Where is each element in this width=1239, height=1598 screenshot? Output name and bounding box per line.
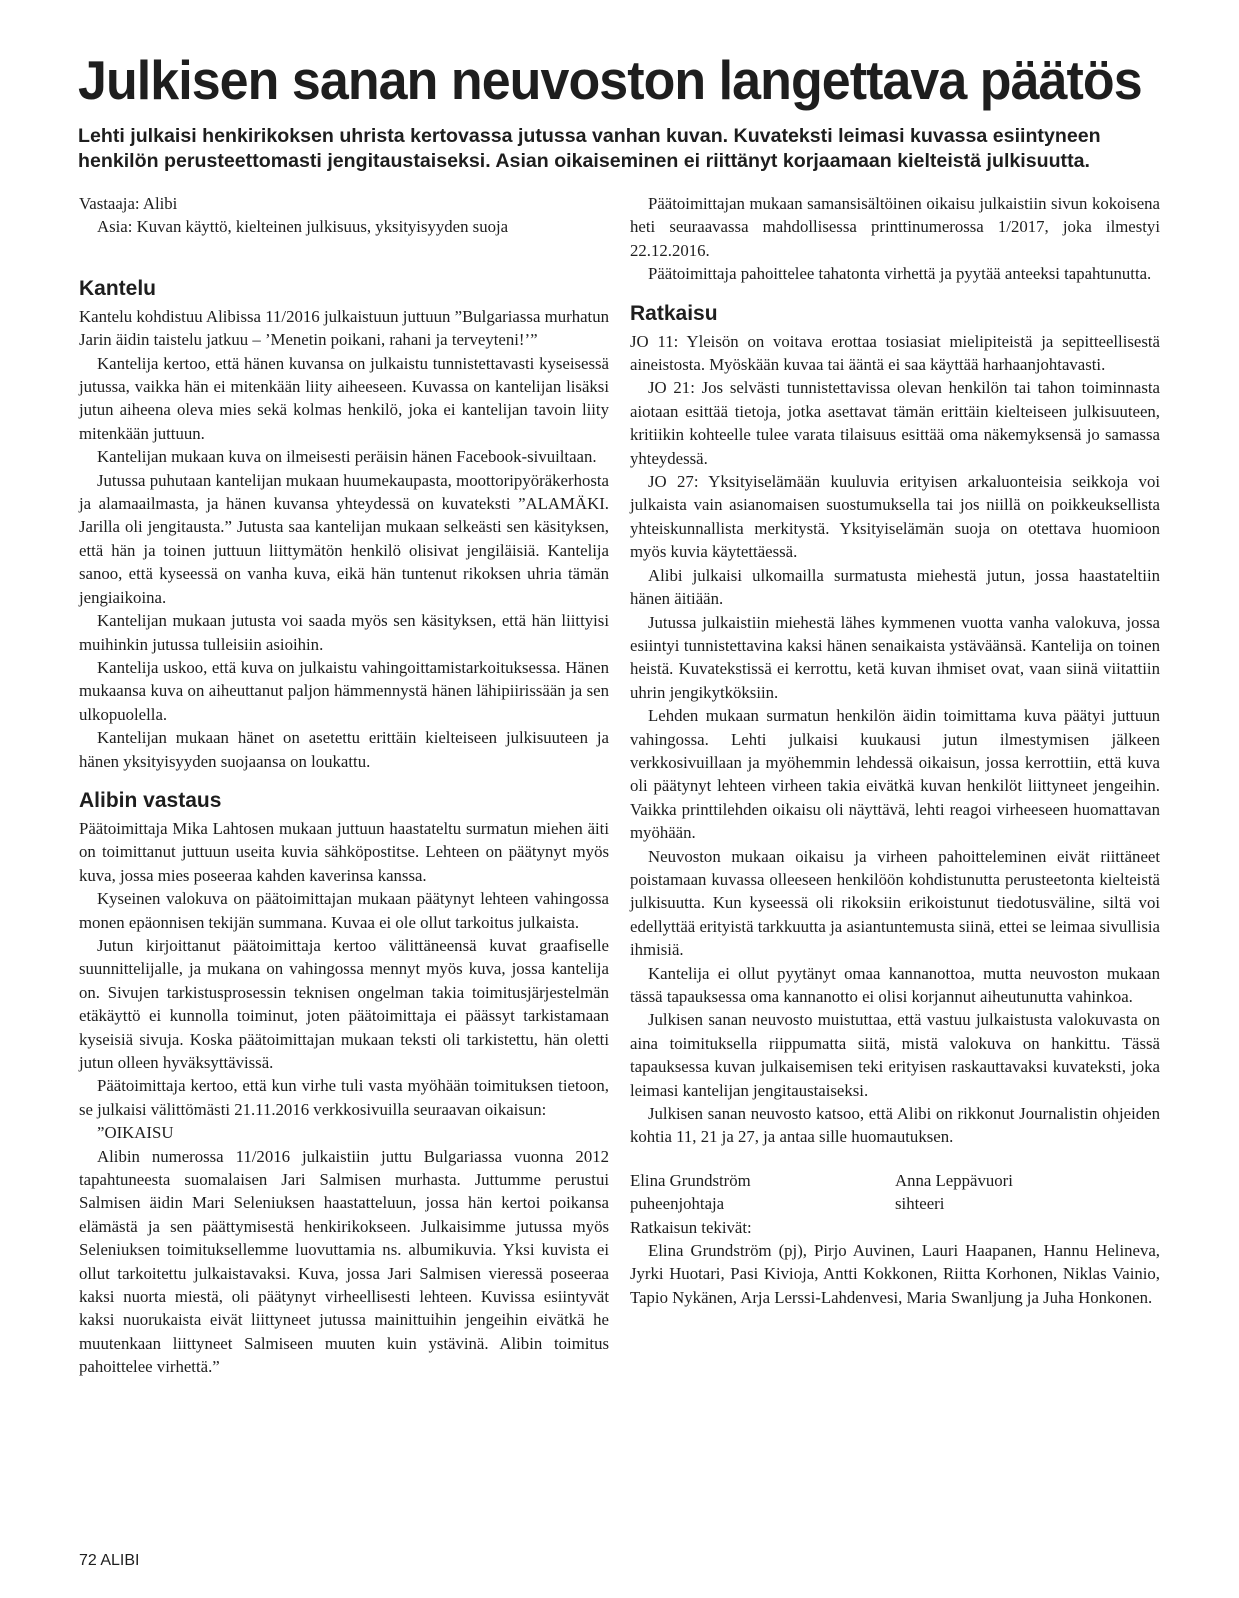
- paragraph: ”OIKAISU: [97, 1123, 174, 1143]
- paragraph: Kantelija kertoo, että hänen kuvansa on julkaistu tunnistettavasti kyseisessä jutussa, vaikka hän ei mitenkään liity aiheeseen. Kuvassa on kantelijan lisäksi jutun aiheena oleva mies sekä kolmas henkilö, joka ei kantelijan tavoin liity mitenkään juttuun.: [79, 353, 609, 443]
- respondent: Vastaaja: Alibi: [79, 194, 178, 213]
- lead-line: Lehti julkaisi henkirikoksen uhrista kertovassa jutussa vanhan kuvan. Kuvateksti leimasi kuvassa esiintyneen: [78, 125, 1101, 147]
- subject: Asia: Kuvan käyttö, kielteinen julkisuus, yksityisyyden suoja: [97, 217, 509, 237]
- decision-makers-label: Ratkaisun tekivät:: [630, 1217, 752, 1237]
- signature-secretary: [895, 1169, 1160, 1216]
- article-lead: [78, 124, 1168, 174]
- paragraph: Kantelija uskoo, että kuva on julkaistu vahingoittamistarkoituksessa. Hänen mukaansa kuva on aiheuttanut paljon hämmennystä hänen lähipiirissään ja sen ulkopuolella.: [79, 657, 609, 724]
- paragraph: Päätoimittaja Mika Lahtosen mukaan juttuun haastateltu surmatun miehen äiti on toimittanut juttuun useita kuvia sähköpostitse. Lehteen on päätynyt myös kuva, jossa mies poseeraa kahden kaverinsa kanssa.: [79, 818, 609, 885]
- page-footer: 72 ALIBI: [79, 1552, 140, 1569]
- right-column: [630, 192, 1160, 1309]
- left-column: [79, 192, 609, 1379]
- lead-line: henkilön perusteettomasti jengitaustaiseksi. Asian oikaiseminen ei riittänyt korjaamaan kielteistä julkisuutta.: [78, 150, 1090, 172]
- paragraph: Kantelijan mukaan jutusta voi saada myös sen käsityksen, että hän liittyisi muihinkin jutussa tulleisiin asioihin.: [79, 611, 609, 654]
- paragraph: Jutussa julkaistiin miehestä lähes kymmenen vuotta vanha valokuva, jossa esiintyi tunnistettavina kaksi hänen senaikaista ystäväänsä. Kantelija on toinen heistä. Kuvatekstissä ei kerrottu, ketä kuvan ihmiset ovat, vaan siinä viitattiin uhrin jengikytköksiin.: [630, 612, 1160, 702]
- paragraph: Kantelijan mukaan hänet on asetettu erittäin kielteiseen julkisuuteen ja hänen yksityisyyden suojaansa on loukattu.: [79, 728, 609, 771]
- signature-name: Anna Leppävuori: [895, 1170, 1013, 1190]
- paragraph: Jutun kirjoittanut päätoimittaja kertoo välittäneensä kuvat graafiselle suunnittelijalle, ja mukana on vahingossa mennyt myös kuva, jossa kantelija on. Sivujen tarkistusprosessin teknisen ongelman takia toimitusjärjestelmän etäkäyttö ei kunnolla toiminut, joten päätoimittaja ei päässyt tarkistamaan kyseisiä sivuja. Koska päätoimittajan mukaan teksti oli tarkistettu, hän oletti jutun olleen hyväksyttävissä.: [79, 935, 609, 1072]
- response-heading: Alibin vastaus: [79, 788, 222, 812]
- paragraph: JO 27: Yksityiselämään kuuluvia erityisen arkaluonteisia seikkoja voi julkaista vain asianomaisen suostumuksella tai jos niillä on poikkeuksellista yhteiskunnallista merkitystä. Yksityiselämän suoja on otettava huomioon myös kuvia käytettäessä.: [630, 472, 1160, 562]
- paragraph: JO 21: Jos selvästi tunnistettavissa olevan henkilön tai tahon toiminnasta aiotaan esittää tietoja, jotka asettavat tämän erittäin kielteiseen julkisuuteen, kritiikin kohteelle tulee varata tilaisuus esittää oma näkemyksensä jo samassa yhteydessä.: [630, 378, 1160, 468]
- signature-role: sihteeri: [895, 1194, 945, 1214]
- correction-text: Alibin numerossa 11/2016 julkaistiin juttu Bulgariassa vuonna 2012 tapahtuneesta suomalaisen Jari Salmisen murhasta. Juttumme perustui Salmisen äidin Mari Seleniuksen haastatteluun, jossa hän kertoi poikansa elämästä ja sen päättymisestä henkirikokseen. Julkaisimme jutussa myös Seleniuksen toimituksellemme luovuttamia ns. albumikuvia. Yksi kuvista ei ollut tarkoitettu julkaistavaksi. Kuva, jossa Jari Salmisen vieressä poseeraa kaksi nuorta miestä, oli päätynyt virheellisesti lehteen. Kuvissa esiintyvät kaksi nuorukaista eivät liittyneet jutussa mainittuihin jengeihin eivätkä he muutenkaan liittyneet Salmiseen muuten kuin ystävinä. Alibin toimitus pahoittelee virhettä.”: [79, 1146, 609, 1377]
- signature-role: puheenjohtaja: [630, 1194, 725, 1214]
- paragraph: Kantelijan mukaan kuva on ilmeisesti peräisin hänen Facebook-sivuiltaan.: [97, 447, 597, 467]
- paragraph: Kyseinen valokuva on päätoimittajan mukaan päätynyt lehteen vahingossa monen epäonnisen tekijän summana. Kuvaa ei ole ollut tarkoitus julkaista.: [79, 889, 609, 932]
- paragraph: Kantelija ei ollut pyytänyt omaa kannanottoa, mutta neuvoston mukaan tässä tapauksessa oma kannanotto ei olisi korjannut aiheutunutta vahinkoa.: [630, 963, 1160, 1006]
- paragraph: Neuvoston mukaan oikaisu ja virheen pahoitteleminen eivät riittäneet poistamaan kuvassa olleeseen henkilöön kohdistunutta perusteetonta kielteistä julkisuutta. Kun kyseessä oli rikoksiin erikoistunut tiedotusväline, siltä voi edellyttää erityistä tarkkuutta ja asiantuntemusta siinä, ettei se leimaa sivullisia ihmisiä.: [630, 846, 1160, 960]
- decision-makers: Elina Grundström (pj), Pirjo Auvinen, Lauri Haapanen, Hannu Helineva, Jyrki Huotari, Pasi Kivioja, Antti Kokkonen, Riitta Korhonen, Niklas Vainio, Tapio Nykänen, Arja Lerssi-Lahdenvesi, Maria Swanljung ja Juha Honkonen.: [630, 1241, 1160, 1307]
- paragraph: Jutussa puhutaan kantelijan mukaan huumekaupasta, moottoripyöräkerhosta ja alamaailmasta, ja hänen kuvansa yhteydessä on kuvateksti ”ALAMÄKI. Jarilla oli jengitausta.” Jutusta saa kantelijan mukaan selkeästi sen käsityksen, että hän ja toinen juttuun liittymätön henkilö olisivat jengiläisiä. Kantelija sanoo, että kyseessä on vanha kuva, eikä hän tuntenut rikoksen uhria tämän jengiaikoina.: [79, 470, 609, 607]
- paragraph: Julkisen sanan neuvosto katsoo, että Alibi on rikkonut Journalistin ohjeiden kohtia 11, 21 ja 27, ja antaa sille huomautuksen.: [630, 1104, 1160, 1147]
- paragraph: Päätoimittaja kertoo, että kun virhe tuli vasta myöhään toimituksen tietoon, se julkaisi välittömästi 21.11.2016 verkkosivuilla seuraavan oikaisun:: [79, 1076, 609, 1119]
- article-title: Julkisen sanan neuvoston langettava päätös: [78, 49, 1142, 111]
- signature-chair: [630, 1169, 895, 1216]
- paragraph: Päätoimittaja pahoittelee tahatonta virhettä ja pyytää anteeksi tapahtunutta.: [648, 264, 1152, 284]
- signature-name: Elina Grundström: [630, 1170, 751, 1190]
- paragraph: Päätoimittajan mukaan samansisältöinen oikaisu julkaistiin sivun kokoisena heti seuraavassa mahdollisessa printtinumerossa 1/2017, joka ilmestyi 22.12.2016.: [630, 194, 1160, 260]
- decision-heading: Ratkaisu: [630, 301, 718, 325]
- paragraph: Alibi julkaisi ulkomailla surmatusta miehestä jutun, jossa haastateltiin hänen äitiään.: [630, 565, 1160, 609]
- paragraph: Kantelu kohdistuu Alibissa 11/2016 julkaistuun juttuun ”Bulgariassa murhatun Jarin äidin taistelu jatkuu – ’Menetin poikani, rahani ja terveyteni!’”: [79, 306, 609, 350]
- complaint-heading: Kantelu: [79, 276, 157, 300]
- paragraph: Lehden mukaan surmatun henkilön äidin toimittama kuva päätyi juttuun vahingossa. Lehti julkaisi kuukausi jutun ilmestymisen jälkeen verkkosivuillaan ja myöhemmin lehdessä oikaisun, jossa kerrottiin, että kuva oli päätynyt lehteen virheen takia eivätkä kuvan henkilöt liittyneet jengeihin. Vaikka printtilehden oikaisu oli näyttävä, lehti reagoi virheeseen huomattavan myöhään.: [630, 706, 1160, 843]
- paragraph: Julkisen sanan neuvosto muistuttaa, että vastuu julkaistusta valokuvasta on aina toimituksella riippumatta siitä, mistä valokuva on hankittu. Tässä tapauksessa kuvan julkaisemisen teki erityisen raskauttavaksi kuvateksti, joka leimasi kantelijan jengitaustaiseksi.: [630, 1010, 1160, 1100]
- signatures: [630, 1169, 1160, 1216]
- paragraph: JO 11: Yleisön on voitava erottaa tosiasiat mielipiteistä ja sepitteellisestä aineistosta. Myöskään kuvaa tai ääntä ei saa käyttää harhaanjohtavasti.: [630, 331, 1160, 375]
